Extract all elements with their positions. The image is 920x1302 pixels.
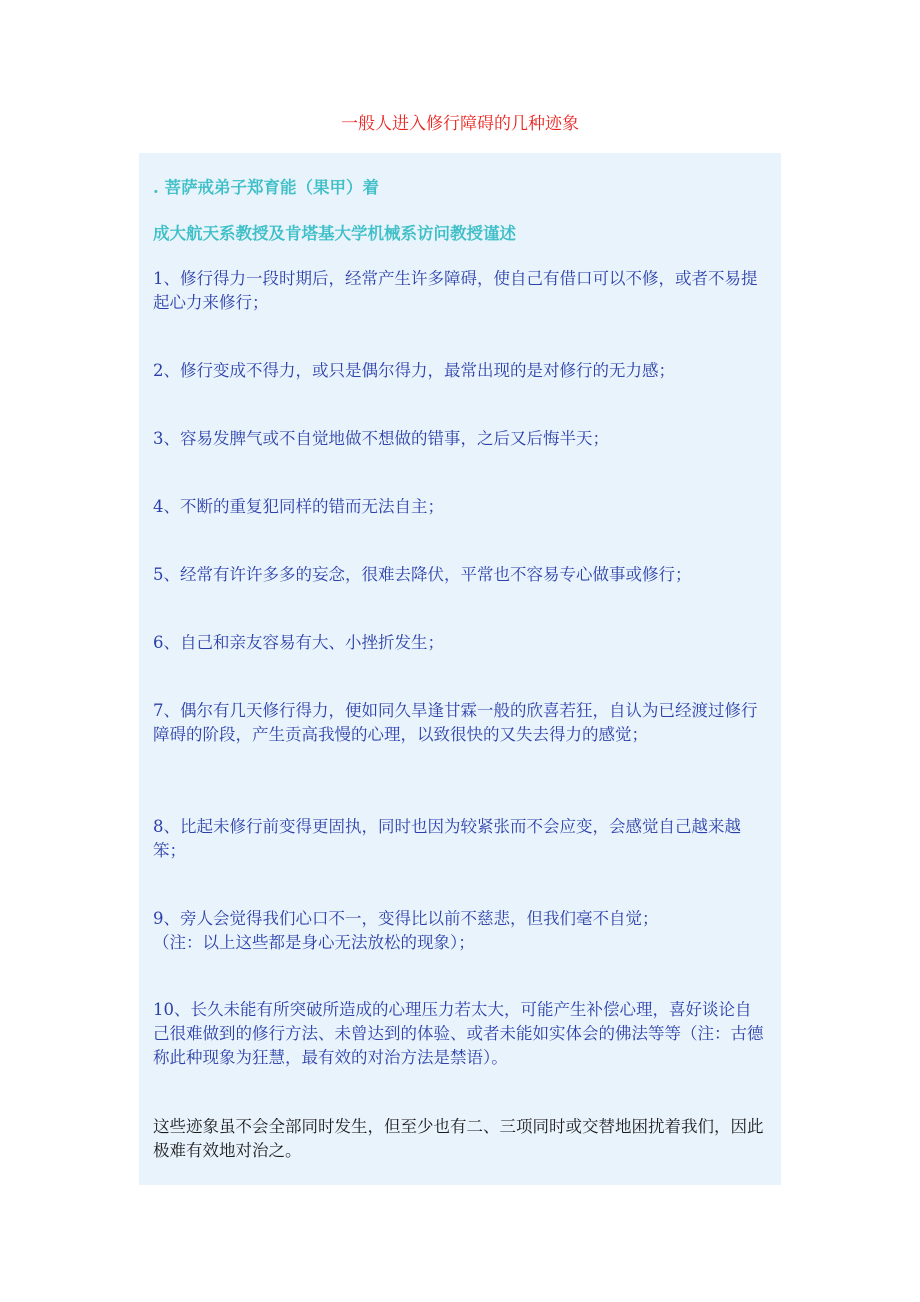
list-item: 8、比起未修行前变得更固执，同时也因为较紧张而不会应变，会感觉自己越来越笨； [153, 817, 741, 860]
list-item: 6、自己和亲友容易有大、小挫折发生； [153, 633, 444, 652]
author-line: . 菩萨戒弟子郑育能（果甲）着 [153, 178, 379, 197]
list-item: 10、长久未能有所突破所造成的心理压力若太大，可能产生补偿心理，喜好谈论自己很难做到的修行方法、未曾达到的体验、或者未能如实体会的佛法等等（注：古德称此种现象为狂慧，最有效的对治方法是禁语）。 [153, 1000, 764, 1067]
list-item: 3、容易发脾气或不自觉地做不想做的错事，之后又后悔半天； [153, 429, 609, 448]
document-title: 一般人进入修行障碍的几种迹象 [341, 114, 579, 134]
list-item: 1、修行得力一段时期后，经常产生许多障碍，使自己有借口可以不修，或者不易提起心力来修行； [153, 269, 758, 312]
content-box [139, 153, 781, 1185]
list-item-text: 9、旁人会觉得我们心口不一，变得比以前不慈悲，但我们毫不自觉； [153, 909, 659, 928]
list-item-note: （注：以上这些都是身心无法放松的现象）； [153, 933, 475, 952]
list-item: 5、经常有许许多多的妄念，很难去降伏，平常也不容易专心做事或修行； [153, 565, 692, 584]
conclusion-paragraph: 这些迹象虽不会全部同时发生，但至少也有二、三项同时或交替地困扰着我们，因此极难有效地对治之。 [153, 1117, 764, 1160]
list-item: 4、不断的重复犯同样的错而无法自主； [153, 497, 444, 516]
list-item [153, 907, 765, 955]
list-item: 2、修行变成不得力，或只是偶尔得力，最常出现的是对修行的无力感； [153, 361, 675, 380]
affiliation-line: 成大航天系教授及肯塔基大学机械系访问教授谨述 [153, 224, 516, 243]
list-item: 7、偶尔有几天修行得力，便如同久旱逢甘霖一般的欣喜若狂，自认为已经渡过修行障碍的阶段，产生贡高我慢的心理，以致很快的又失去得力的感觉； [153, 701, 758, 744]
